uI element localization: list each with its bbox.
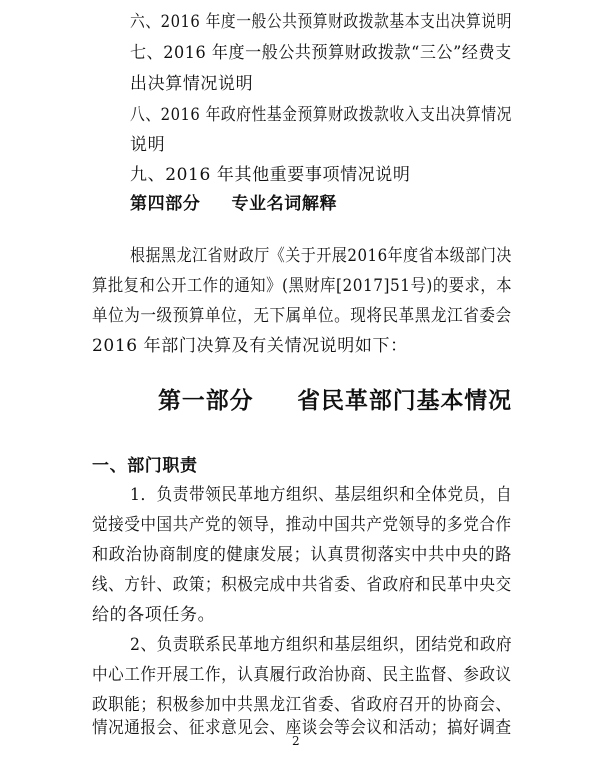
intro-line3: 单位为一级预算单位，无下属单位。现将民革黑龙江省委会 xyxy=(92,306,512,326)
toc-item-8-line1: 八、2016 年政府性基金预算财政拨款收入支出决算情况 xyxy=(130,105,512,125)
duty1-line4: 线、方针、政策；积极完成中共省委、省政府和民革中央交 xyxy=(92,575,512,595)
section1-heading: 一、部门职责 xyxy=(92,456,198,476)
duty1-line2: 觉接受中国共产党的领导，推动中国共产党领导的多党合作 xyxy=(92,515,512,535)
toc-item-7-line1: 七、2016 年度一般公共预算财政拨款“三公”经费支 xyxy=(130,43,512,63)
duty2-line3: 政职能；积极参加中共黑龙江省委、省政府召开的协商会、 xyxy=(92,695,512,715)
duty2-line4: 情况通报会、征求意见会、座谈会等会议和活动；搞好调查 xyxy=(92,718,512,738)
toc-item-6: 六、2016 年度一般公共预算财政拨款基本支出决算说明 xyxy=(130,12,512,32)
toc-part4-title: 专业名词解释 xyxy=(231,194,338,214)
part1-label: 第一部分 xyxy=(158,388,254,414)
part1-heading xyxy=(158,386,512,416)
duty1-line5: 给的各项任务。 xyxy=(92,605,216,625)
duty2-line2: 中心工作开展工作，认真履行政治协商、民主监督、参政议 xyxy=(92,665,512,685)
duty1-line3: 和政治协商制度的健康发展；认真贯彻落实中共中央的路 xyxy=(92,545,512,565)
intro-line4: 2016 年部门决算及有关情况说明如下： xyxy=(92,336,408,356)
page-number: 2 xyxy=(292,734,300,748)
part1-title: 省民革部门基本情况 xyxy=(297,388,513,414)
toc-part4-label: 第四部分 xyxy=(130,194,201,214)
toc-item-9: 九、2016 年其他重要事项情况说明 xyxy=(130,165,411,185)
toc-item-8-line2: 说明 xyxy=(130,135,166,155)
intro-line2: 算批复和公开工作的通知》(黑财库[2017]51号)的要求，本 xyxy=(92,276,513,296)
duty2-line1: 2、负责联系民革地方组织和基层组织，团结党和政府 xyxy=(130,635,513,655)
duty1-line1: 1．负责带领民革地方组织、基层组织和全体党员，自 xyxy=(130,485,513,505)
toc-part4 xyxy=(130,193,337,215)
toc-item-7-line2: 出决算情况说明 xyxy=(130,74,254,94)
intro-line1: 根据黑龙江省财政厅《关于开展2016年度省本级部门决 xyxy=(130,246,512,266)
